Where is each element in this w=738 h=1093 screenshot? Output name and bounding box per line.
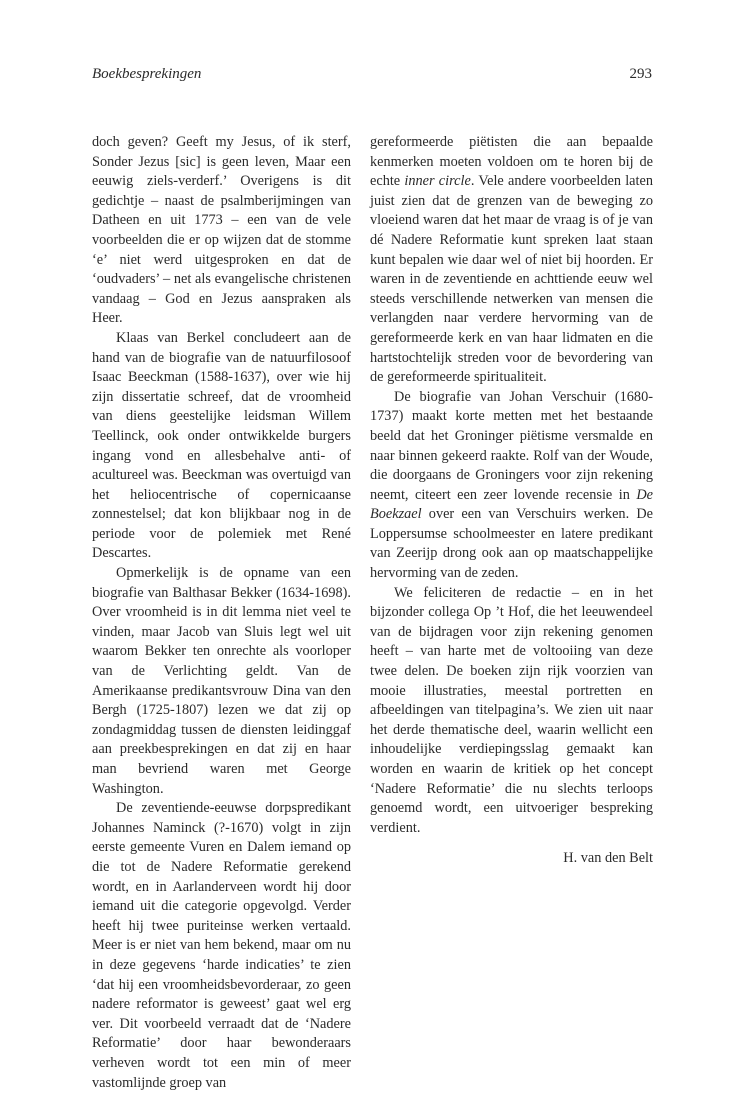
left-paragraph-3: Opmerkelijk is de opname van een biografie van Balthasar Bekker (1634-1698). Over vroomheid is in dit lemma niet veel te vinden, maar Jacob van Sluis legt wel uit waarom Bekker ten onrechte als voorloper van de Verlichting geldt. Van de Amerikaanse predikantsvrouw Dina van den Bergh (1725-1807) lezen we dat zij op zondagmiddag tussen de diensten leidinggaf aan preekbesprekingen en dat zij en haar man bevriend waren met George Washington. [92, 565, 351, 797]
right-paragraph-2 [370, 388, 653, 584]
right-column [370, 133, 653, 869]
left-paragraph-1: doch geven? Geeft my Jesus, of ik sterf, Sonder Jezus [sic] is geen leven, Maar een eeuwig ziels-verderf.’ Overigens is dit gedichtje – naast de psalmberijmingen van Datheen en uit 1773 – een van de vele voorbeelden die er op wijzen dat de stomme ‘e’ niet werd uitgesproken en dat de ‘oudvaders’ – net als evangelische christenen vandaag – God en Jezus aanspraken als Heer. [92, 134, 351, 327]
page-number: 293 [629, 66, 652, 82]
right-paragraph-2-text-b: over een van Verschuirs werken. De Loppersumse schoolmeester en latere predikant van Zeerijp drong ook aan op maatschappelijke hervorming van de zeden. [370, 506, 653, 582]
running-title: Boekbesprekingen [92, 66, 202, 82]
inner-circle-emphasis: inner circle [404, 173, 471, 190]
right-paragraph-1 [370, 133, 653, 388]
right-paragraph-1-text-a: gereformeerde piëtisten die aan bepaalde kenmerken moeten voldoen om te horen bij de echte [370, 134, 653, 190]
boekzael-emphasis: De Boekzael [370, 486, 653, 523]
right-paragraph-2-text-a: De biografie van Johan Verschuir (1680-1737) maakt korte metten met het bestaande beeld dat het Groninger piëtisme versmalde en naar binnen gekeerd raakte. Rolf van der Woude, die doorgaans de Groningers voor zijn rekening neemt, citeert een zeer lovende recensie in [370, 388, 653, 503]
left-paragraph-2: Klaas van Berkel concludeert aan de hand van de biografie van de natuurfilosoof Isaac Beeckman (1588-1637), over wie hij zijn dissertatie schreef, dat de vroomheid van diens geestelijke leidsman Willem Teellinck, ook onder ontwikkelde burgers ingang vond en allesbehalve anti- of acultureel was. Beeckman was overtuigd van het heliocentrische of copernicaanse zonnestelsel; dat kon blijkbaar nog in de periode voor de polemiek met René Descartes. [92, 329, 351, 562]
right-paragraph-3: We feliciteren de redactie – en in het bijzonder collega Op ’t Hof, die het leeuwendeel van de bijdragen voor zijn rekening genomen heeft – van harte met de voltooiing van deze twee delen. De boeken zijn rijk voorzien van mooie illustraties, meestal portretten en afbeeldingen van titelpagina’s. We zien uit naar het derde thematische deel, waarin wellicht een inhoudelijke verdiepingsslag gemaakt kan worden en waarin de kritiek op het concept ‘Nadere Reformatie’ die nu slechts terloops genoemd wordt, een uitvoeriger bespreking verdient. [370, 584, 653, 836]
right-paragraph-1-text-b: . Vele andere voorbeelden laten juist zien dat de grenzen van de beweging zo vloeiend waren dat het maar de vraag is of je van dé Nadere Reformatie kunt spreken laat staan kunt bepalen wie daar wel of niet bij hoorden. Er waren in de zeventiende en achttiende eeuw wel steeds verschillende netwerken van mensen die verlangden naar verdere hervorming van de gereformeerde kerk en van haar lidmaten en die hartstochtelijk streden voor de bevordering van de gereformeerde spiritualiteit. [370, 173, 653, 386]
running-head [92, 64, 652, 84]
author-signature: H. van den Belt [563, 850, 653, 867]
left-paragraph-4: De zeventiende-eeuwse dorpspredikant Johannes Naminck (?-1670) volgt in zijn eerste gemeente Vuren en Dalem iemand op die tot de Nadere Reformatie gerekend wordt, en in Aarlanderveen wordt hij door iemand uit die categorie opgevolgd. Verder heeft hij twee puriteinse werken vertaald. Meer is er niet van hem bekend, maar om nu in deze gegevens ‘harde indicaties’ te zien ‘dat hij een vroomheidsbevorderaar, zo geen nadere reformator is geweest’ gaat wel erg ver. Dit voorbeeld verraadt dat de ‘Nadere Reformatie’ door haar bewonderaars verheven wordt tot een min of meer vastomlijnde groep van [92, 800, 351, 1091]
left-column [92, 133, 351, 1093]
